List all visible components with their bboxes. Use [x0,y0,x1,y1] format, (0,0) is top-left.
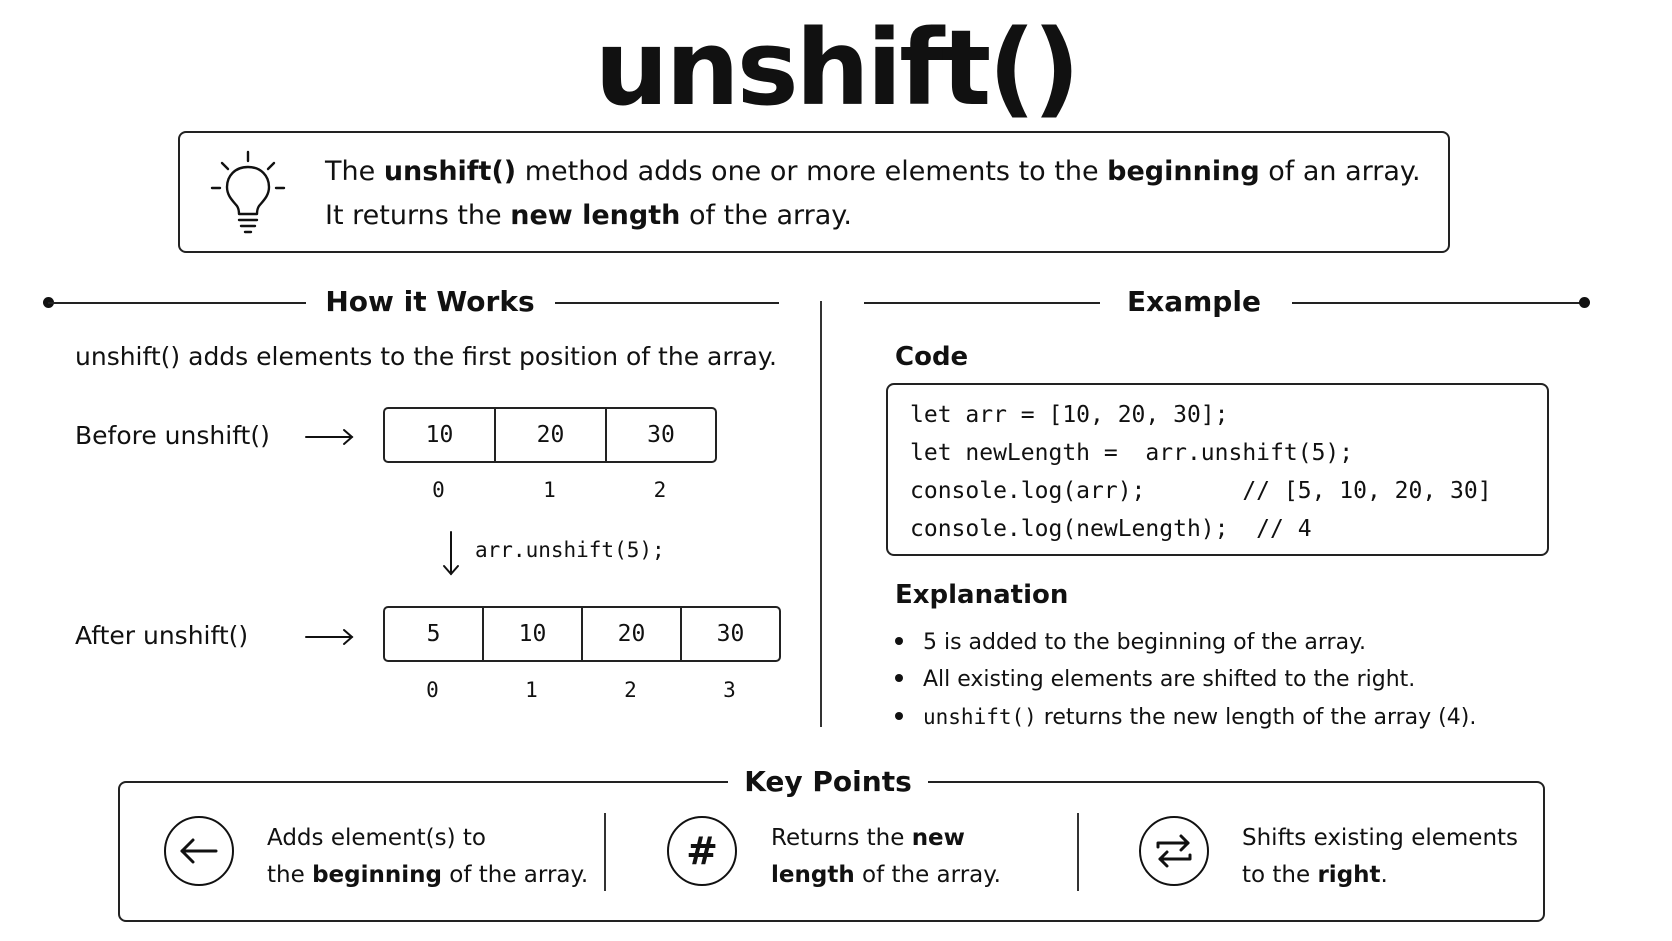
array-index: 0 [432,478,445,502]
how-it-works-description: unshift() adds elements to the first position of the array. [75,342,777,371]
array-index: 3 [723,678,736,702]
before-array [383,407,717,463]
explanation-bullet: All existing elements are shifted to the right. [895,665,1415,695]
key-point-2-line-1: Returns the new [771,825,965,851]
array-index: 2 [624,678,637,702]
key-point-divider [1077,813,1079,891]
lightbulb-icon [208,150,288,236]
section-divider [820,301,822,727]
array-cell: 10 [482,606,583,662]
key-point-3-line-2: to the right. [1242,862,1388,888]
key-points-title: Key Points [744,765,912,798]
operation-code: arr.unshift(5); [475,538,665,562]
array-cell: 20 [581,606,682,662]
key-point-divider [604,813,606,891]
arrow-right-icon [304,427,356,447]
array-cell: 5 [383,606,484,662]
header-rule [555,302,779,304]
after-array [383,606,781,662]
arrow-right-icon [304,627,356,647]
code-line: let newLength = arr.unshift(5); [910,440,1354,466]
example-title: Example [1127,285,1261,318]
before-label: Before unshift() [75,421,270,450]
how-it-works-title: How it Works [325,285,535,318]
code-line: let arr = [10, 20, 30]; [910,402,1229,428]
explanation-label: Explanation [895,580,1069,610]
key-point-3-line-1: Shifts existing elements [1242,825,1519,851]
array-cell: 10 [383,407,496,463]
key-point-1-line-1: Adds element(s) to [267,825,486,851]
definition-box [178,131,1450,253]
code-line: console.log(newLength); // 4 [910,516,1312,542]
header-rule [48,302,306,304]
explanation-bullet: 5 is added to the beginning of the array. [895,628,1366,658]
array-index: 0 [426,678,439,702]
page-title: unshift() [594,7,1078,129]
arrow-left-icon [164,816,234,886]
array-index: 1 [543,478,556,502]
array-cell: 20 [494,407,607,463]
header-rule [864,302,1100,304]
definition-line-1: The unshift() method adds one or more elements to the beginning of an array. [325,156,1421,187]
header-rule [1292,302,1582,304]
key-point-2-line-2: length of the array. [771,862,1001,888]
key-point-1-line-2: the beginning of the array. [267,862,589,888]
definition-line-2: It returns the new length of the array. [325,200,852,231]
hash-icon: # [667,816,737,886]
code-label: Code [895,342,969,372]
arrow-down-icon [441,530,461,578]
array-index: 1 [525,678,538,702]
header-dot-right [1579,297,1590,308]
explanation-bullet: unshift() returns the new length of the array (4). [895,702,1476,733]
after-label: After unshift() [75,621,249,650]
array-cell: 30 [680,606,781,662]
swap-arrows-icon [1139,816,1209,886]
code-line: console.log(arr); // [5, 10, 20, 30] [910,478,1492,504]
array-index: 2 [653,478,667,502]
array-cell: 30 [605,407,717,463]
